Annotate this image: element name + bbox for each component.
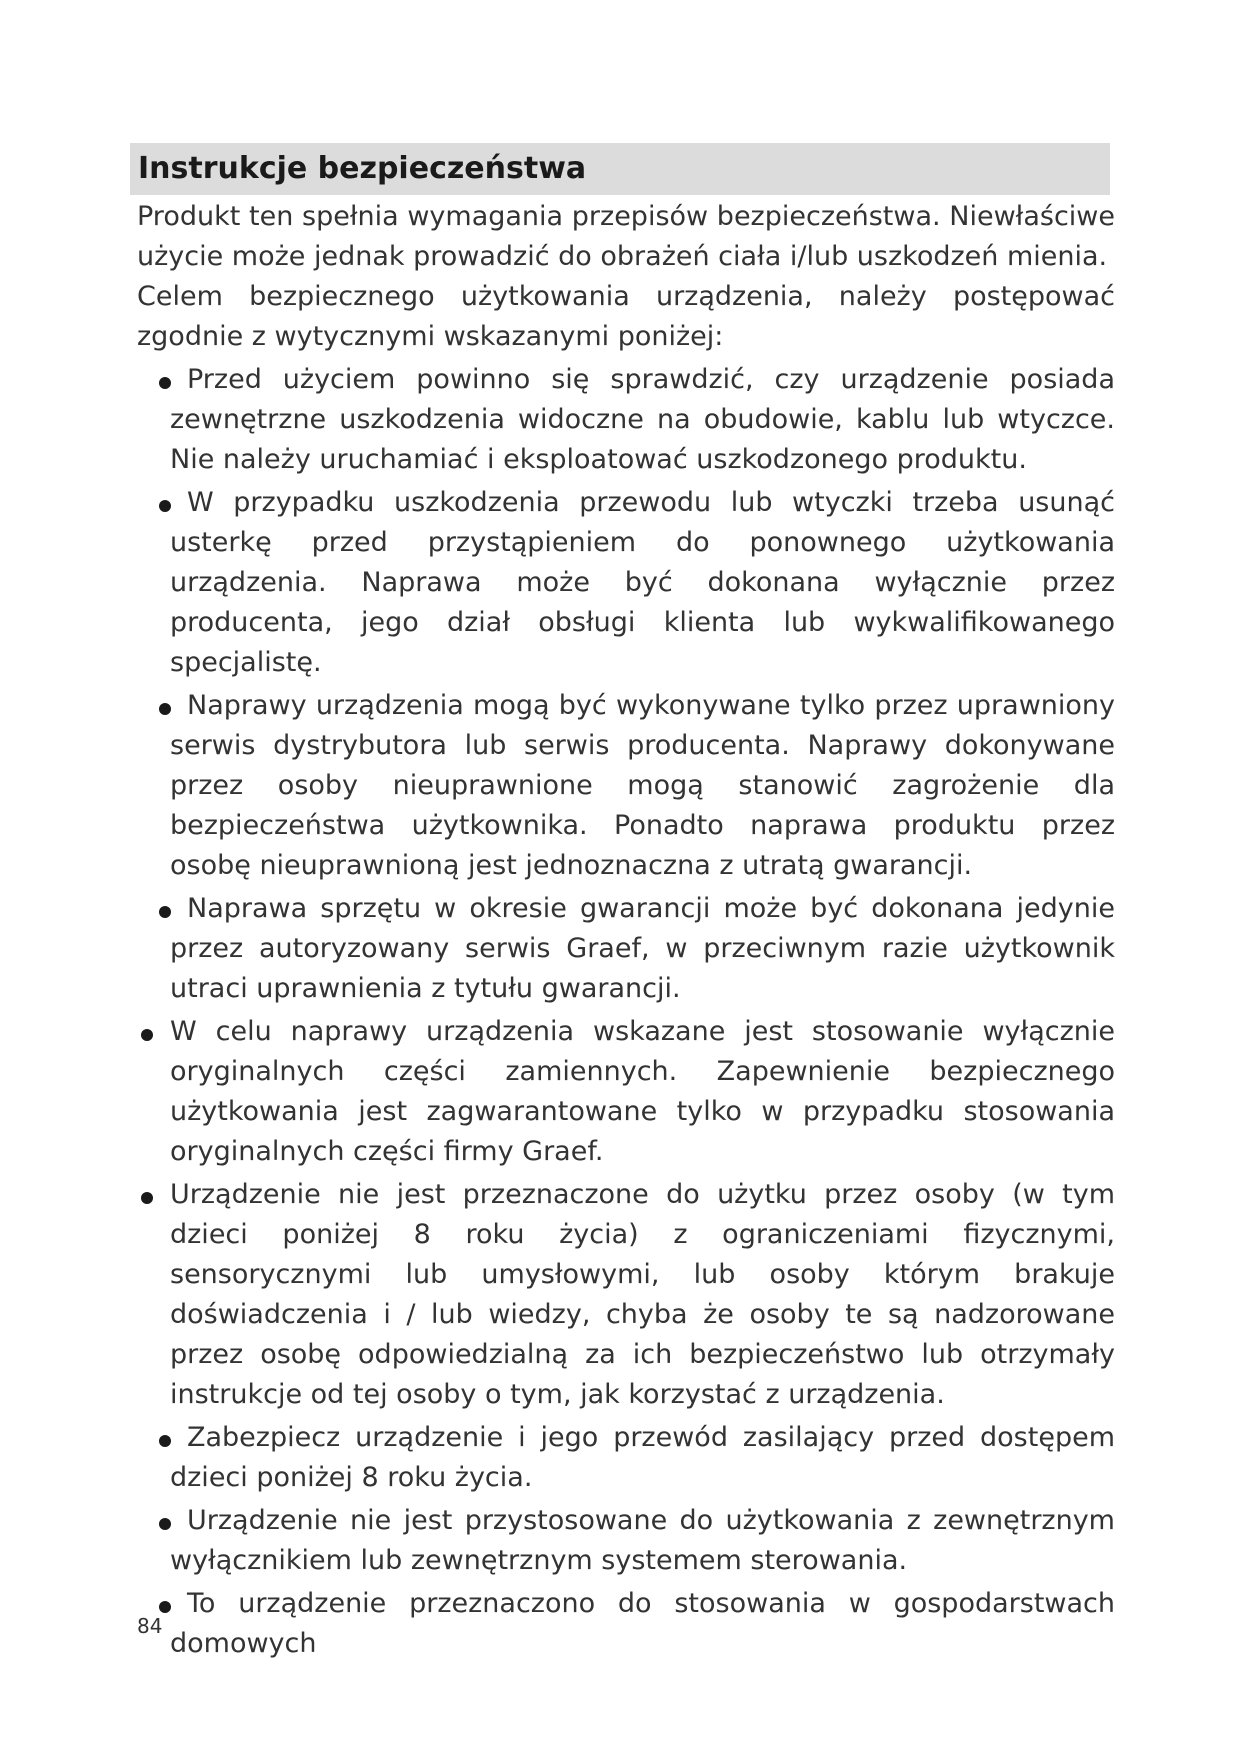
list-item-text: Naprawa sprzętu w okresie gwarancji może być dokonana jedynie przez autoryzowany serwis Graef, w przeciwnym razie użytkownik utraci uprawnienia z tytułu gwarancji. bbox=[170, 893, 1115, 1004]
list-item-text: Urządzenie nie jest przystosowane do użytkowania z zewnętrznym wyłącznikiem lub zewnętrznym systemem sterowania. bbox=[170, 1505, 1115, 1576]
list-item bbox=[137, 1012, 1115, 1172]
bullet-icon bbox=[159, 1435, 171, 1447]
list-item-text: W przypadku uszkodzenia przewodu lub wtyczki trzeba usunąć usterkę przed przystąpieniem do ponownego użytkowania urządzenia. Naprawa może być dokonana wyłącznie przez producenta, jego dział obsługi klienta lub wykwalifikowanego specjalistę. bbox=[170, 487, 1115, 678]
list-item bbox=[137, 1501, 1115, 1581]
bullet-icon bbox=[159, 703, 171, 715]
safety-instructions-content bbox=[137, 197, 1115, 1664]
list-item-text: Naprawy urządzenia mogą być wykonywane tylko przez uprawniony serwis dystrybutora lub serwis producenta. Naprawy dokonywane przez osoby nieuprawnione mogą stanowić zagrożenie dla bezpieczeństwa użytkownika. Ponadto naprawa produktu przez osobę nieuprawnioną jest jednoznaczna z utratą gwarancji. bbox=[170, 690, 1115, 881]
section-heading: Instrukcje bezpieczeństwa bbox=[138, 151, 587, 186]
list-item-text: Zabezpiecz urządzenie i jego przewód zasilający przed dostępem dzieci poniżej 8 roku życia. bbox=[170, 1422, 1115, 1493]
list-item-text: To urządzenie przeznaczono do stosowania w gospodarstwach domowych bbox=[170, 1588, 1115, 1659]
list-item-text: Urządzenie nie jest przeznaczone do użytku przez osoby (w tym dzieci poniżej 8 roku życia) z ograniczeniami fizycznymi, sensorycznymi lub umysłowymi, lub osoby którym brakuje doświadczenia i / lub wiedzy, chyba że osoby te są nadzorowane przez osobę odpowiedzialną za ich bezpieczeństwo lub otrzymały instrukcje od tej osoby o tym, jak korzystać z urządzenia. bbox=[170, 1179, 1115, 1410]
list-item bbox=[137, 1584, 1115, 1664]
bullet-icon bbox=[159, 377, 171, 389]
intro-paragraph: Produkt ten spełnia wymagania przepisów bezpieczeństwa. Niewłaściwe użycie może jednak prowadzić do obrażeń ciała i/lub uszkodzeń mienia. bbox=[137, 201, 1115, 272]
list-item bbox=[137, 1175, 1115, 1415]
list-item bbox=[137, 483, 1115, 683]
list-item bbox=[137, 1418, 1115, 1498]
bullet-icon bbox=[159, 906, 171, 918]
list-item bbox=[137, 360, 1115, 480]
page-number: 84 bbox=[137, 1614, 163, 1638]
bullet-icon bbox=[159, 1518, 171, 1530]
list-item-text: W celu naprawy urządzenia wskazane jest stosowanie wyłącznie oryginalnych części zamiennych. Zapewnienie bezpiecznego użytkowania jest zagwarantowane tylko w przypadku stosowania oryginalnych części firmy Graef. bbox=[170, 1016, 1115, 1167]
list-item bbox=[137, 686, 1115, 886]
bullet-icon bbox=[141, 1029, 153, 1041]
list-item-text: Przed użyciem powinno się sprawdzić, czy urządzenie posiada zewnętrzne uszkodzenia widoczne na obudowie, kablu lub wtyczce. Nie należy uruchamiać i eksploatować uszkodzonego produktu. bbox=[170, 364, 1115, 475]
bullet-icon bbox=[141, 1192, 153, 1204]
bullet-icon bbox=[159, 500, 171, 512]
list-item bbox=[137, 889, 1115, 1009]
intro-paragraph: Celem bezpiecznego użytkowania urządzenia, należy postępować zgodnie z wytycznymi wskazanymi poniżej: bbox=[137, 281, 1115, 352]
section-heading-bar bbox=[130, 143, 1110, 195]
bullet-icon bbox=[159, 1601, 171, 1613]
